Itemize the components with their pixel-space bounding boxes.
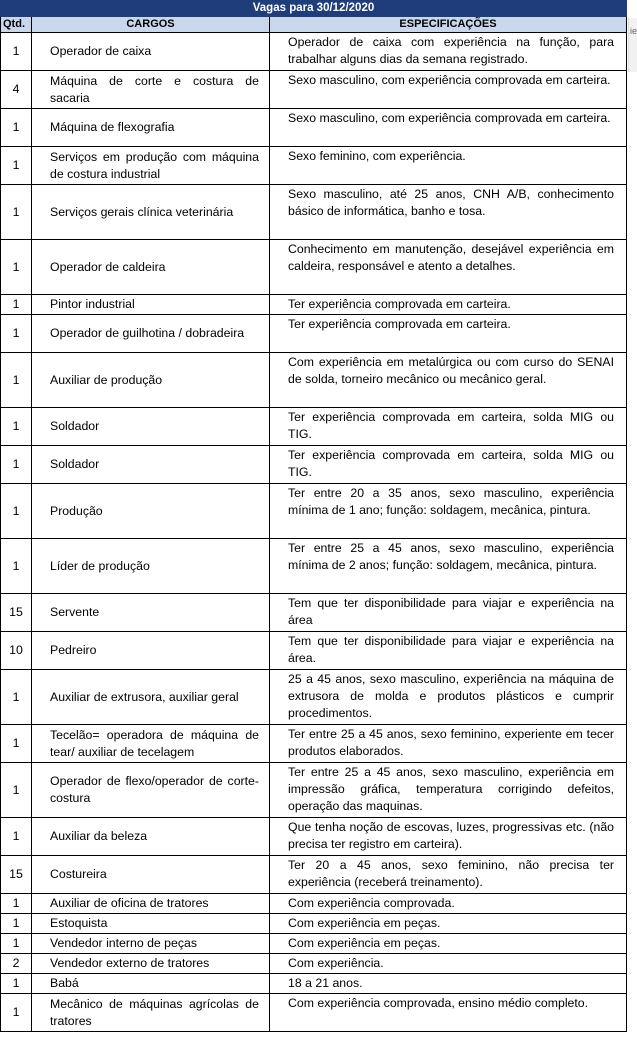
- table-row: [1, 147, 627, 185]
- cargo-cell: Auxiliar de extrusora, auxiliar geral: [32, 670, 270, 725]
- table-row: [1, 185, 627, 240]
- table-row: [1, 295, 627, 315]
- spec-cell: Sexo masculino, com experiência comprovada em carteira.: [270, 71, 627, 109]
- spec-cell: Com experiência comprovada, ensino médio completo.: [270, 994, 627, 1032]
- table-row: [1, 894, 627, 914]
- table-row: [1, 353, 627, 408]
- qty-cell: 1: [1, 185, 32, 240]
- table-title: Vagas para 30/12/2020: [1, 1, 627, 17]
- qty-cell: 1: [1, 934, 32, 954]
- spec-cell: Conhecimento em manutenção, desejável experiência em caldeira, responsável e atento a detalhes.: [270, 240, 627, 295]
- qty-cell: 1: [1, 818, 32, 856]
- qty-cell: 1: [1, 994, 32, 1032]
- table-row: [1, 994, 627, 1032]
- qty-cell: 15: [1, 856, 32, 894]
- table-row: [1, 33, 627, 71]
- table-row: [1, 670, 627, 725]
- spec-cell: 18 a 21 anos.: [270, 974, 627, 994]
- cargo-cell: Líder de produção: [32, 539, 270, 594]
- table-row: [1, 446, 627, 484]
- qty-cell: 10: [1, 632, 32, 670]
- spec-cell: Com experiência comprovada.: [270, 894, 627, 914]
- spec-cell: Com experiência em metalúrgica ou com curso do SENAI de solda, torneiro mecânico ou mecânico geral.: [270, 353, 627, 408]
- spec-cell: Com experiência em peças.: [270, 914, 627, 934]
- table-row: [1, 408, 627, 446]
- cargo-cell: Serviços em produção com máquina de costura industrial: [32, 147, 270, 185]
- table-row: [1, 856, 627, 894]
- qty-cell: 1: [1, 670, 32, 725]
- qty-cell: 1: [1, 315, 32, 353]
- table-row: [1, 725, 627, 763]
- cargo-cell: Estoquista: [32, 914, 270, 934]
- cargo-cell: Operador de caixa: [32, 33, 270, 71]
- spec-cell: Ter experiência comprovada em carteira, solda MIG ou TIG.: [270, 446, 627, 484]
- table-row: [1, 632, 627, 670]
- table-title-row: [1, 1, 627, 17]
- table-row: [1, 109, 627, 147]
- table-row: [1, 818, 627, 856]
- cargo-cell: Costureira: [32, 856, 270, 894]
- table-row: [1, 539, 627, 594]
- spec-cell: Sexo masculino, até 25 anos, CNH A/B, conhecimento básico de informática, banho e tosa.: [270, 185, 627, 240]
- cargo-cell: Operador de flexo/operador de corte-costura: [32, 763, 270, 818]
- cargo-cell: Vendedor externo de tratores: [32, 954, 270, 974]
- cargo-cell: Babá: [32, 974, 270, 994]
- qty-cell: 1: [1, 484, 32, 539]
- header-especificacoes: ESPECIFICAÇÕES: [270, 17, 627, 33]
- cargo-cell: Máquina de corte e costura de sacaria: [32, 71, 270, 109]
- spec-cell: Ter entre 20 a 35 anos, sexo masculino, experiência mínima de 1 ano; função: soldagem, mecânica, pintura.: [270, 484, 627, 539]
- adjacent-window-text: ie: [630, 26, 637, 36]
- table-row: [1, 315, 627, 353]
- qty-cell: 1: [1, 109, 32, 147]
- cargo-cell: Auxiliar de produção: [32, 353, 270, 408]
- spec-cell: 25 a 45 anos, sexo masculino, experiência na máquina de extrusora de molda e produtos plásticos e cumprir procedimentos.: [270, 670, 627, 725]
- cargo-cell: Operador de caldeira: [32, 240, 270, 295]
- spec-cell: Sexo feminino, com experiência.: [270, 147, 627, 185]
- spec-cell: Com experiência.: [270, 954, 627, 974]
- table-row: [1, 763, 627, 818]
- spec-cell: Que tenha noção de escovas, luzes, progressivas etc. (não precisa ter registro em carteira).: [270, 818, 627, 856]
- cargo-cell: Serviços gerais clínica veterinária: [32, 185, 270, 240]
- cargo-cell: Pedreiro: [32, 632, 270, 670]
- spec-cell: Operador de caixa com experiência na função, para trabalhar alguns dias da semana registrado.: [270, 33, 627, 71]
- adjacent-window-edge: [628, 18, 637, 72]
- spec-cell: Ter experiência comprovada em carteira.: [270, 315, 627, 353]
- qty-cell: 1: [1, 408, 32, 446]
- table-row: [1, 954, 627, 974]
- spec-cell: Sexo masculino, com experiência comprovada em carteira.: [270, 109, 627, 147]
- qty-cell: 1: [1, 353, 32, 408]
- qty-cell: 4: [1, 71, 32, 109]
- table-row: [1, 914, 627, 934]
- spec-cell: Ter 20 a 45 anos, sexo feminino, não precisa ter experiência (receberá treinamento).: [270, 856, 627, 894]
- spec-cell: Ter experiência comprovada em carteira, solda MIG ou TIG.: [270, 408, 627, 446]
- qty-cell: 1: [1, 539, 32, 594]
- table-row: [1, 484, 627, 539]
- spec-cell: Com experiência em peças.: [270, 934, 627, 954]
- header-qtd: Qtd.: [1, 17, 32, 33]
- table-row: [1, 240, 627, 295]
- spec-cell: Tem que ter disponibilidade para viajar e experiência na área: [270, 594, 627, 632]
- qty-cell: 1: [1, 240, 32, 295]
- qty-cell: 1: [1, 33, 32, 71]
- qty-cell: 1: [1, 147, 32, 185]
- spec-cell: Ter experiência comprovada em carteira.: [270, 295, 627, 315]
- spec-cell: Ter entre 25 a 45 anos, sexo masculino, experiência em impressão gráfica, temperatura corrigindo defeitos, operação das maquinas.: [270, 763, 627, 818]
- cargo-cell: Operador de guilhotina / dobradeira: [32, 315, 270, 353]
- table-row: [1, 934, 627, 954]
- cargo-cell: Auxiliar de oficina de tratores: [32, 894, 270, 914]
- table-body: [1, 33, 627, 1032]
- cargo-cell: Mecânico de máquinas agrícolas de tratores: [32, 994, 270, 1032]
- table-row: [1, 71, 627, 109]
- qty-cell: 1: [1, 974, 32, 994]
- qty-cell: 15: [1, 594, 32, 632]
- cargo-cell: Servente: [32, 594, 270, 632]
- spec-cell: Tem que ter disponibilidade para viajar e experiência na área.: [270, 632, 627, 670]
- cargo-cell: Auxiliar da beleza: [32, 818, 270, 856]
- qty-cell: 1: [1, 446, 32, 484]
- qty-cell: 1: [1, 295, 32, 315]
- qty-cell: 1: [1, 914, 32, 934]
- table-row: [1, 974, 627, 994]
- cargo-cell: Produção: [32, 484, 270, 539]
- header-row: [1, 17, 627, 33]
- spec-cell: Ter entre 25 a 45 anos, sexo feminino, experiente em tecer produtos elaborados.: [270, 725, 627, 763]
- cargo-cell: Máquina de flexografia: [32, 109, 270, 147]
- cargo-cell: Vendedor interno de peças: [32, 934, 270, 954]
- qty-cell: 1: [1, 763, 32, 818]
- table-row: [1, 594, 627, 632]
- qty-cell: 2: [1, 954, 32, 974]
- qty-cell: 1: [1, 894, 32, 914]
- qty-cell: 1: [1, 725, 32, 763]
- cargo-cell: Soldador: [32, 408, 270, 446]
- cargo-cell: Soldador: [32, 446, 270, 484]
- cargo-cell: Tecelão= operadora de máquina de tear/ auxiliar de tecelagem: [32, 725, 270, 763]
- cargo-cell: Pintor industrial: [32, 295, 270, 315]
- header-cargos: CARGOS: [32, 17, 270, 33]
- spec-cell: Ter entre 25 a 45 anos, sexo masculino, experiência mínima de 2 anos; função: soldagem, mecânica, pintura.: [270, 539, 627, 594]
